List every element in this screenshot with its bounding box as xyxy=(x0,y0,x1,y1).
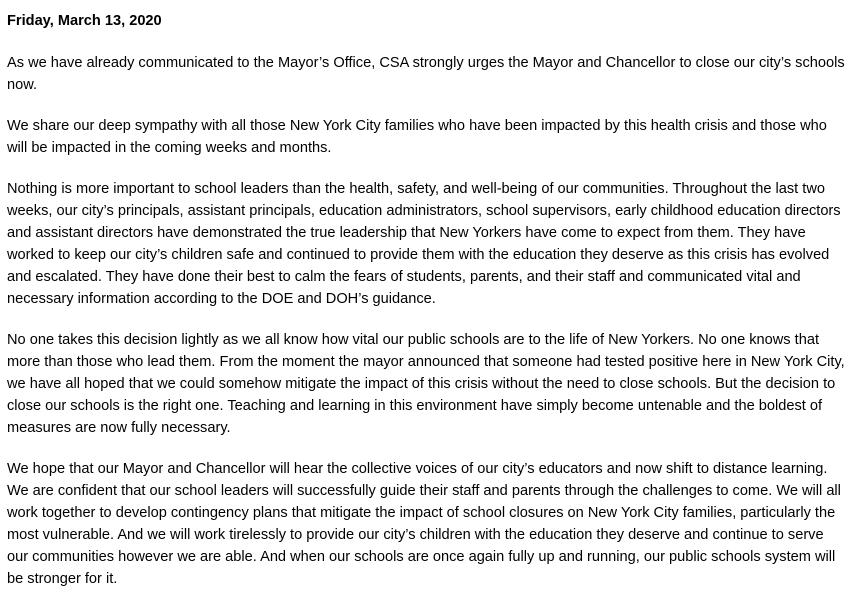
paragraph-3: Nothing is more important to school leaders than the health, safety, and well-being of our communities. Throughout the last two weeks, our city’s principals, assistant principals, education administrators, school supervisors, early childhood education directors and assistant directors have demonstrated the true leadership that New Yorkers have come to expect from them. They have worked to keep our city’s children safe and continued to provide them with the education they deserve as this crisis has evolved and escalated. They have done their best to calm the fears of students, parents, and their staff and communicated vital and necessary information according to the DOE and DOH’s guidance. xyxy=(7,181,841,307)
document-date: Friday, March 13, 2020 xyxy=(7,13,162,29)
document-body xyxy=(7,10,847,609)
paragraph-5: We hope that our Mayor and Chancellor will hear the collective voices of our city’s educators and now shift to distance learning. We are confident that our school leaders will successfully guide their staff and parents through the challenges to come. We will all work together to develop contingency plans that mitigate the impact of school closures on New York City families, particularly the most vulnerable. And we will work tirelessly to provide our city’s children with the education they deserve and continue to serve our communities however we are able. And when our schools are once again fully up and running, our public schools system will be stronger for it. xyxy=(7,461,841,587)
paragraph-1: As we have already communicated to the Mayor’s Office, CSA strongly urges the Mayor and Chancellor to close our city’s schools now. xyxy=(7,55,845,93)
paragraph-4: No one takes this decision lightly as we all know how vital our public schools are to the life of New Yorkers. No one knows that more than those who lead them. From the moment the mayor announced that someone had tested positive here in New York City, we have all hoped that we could somehow mitigate the impact of this crisis without the need to close schools. But the decision to close our schools is the right one. Teaching and learning in this environment have simply become untenable and the boldest of measures are now fully necessary. xyxy=(7,332,845,436)
paragraph-2: We share our deep sympathy with all those New York City families who have been impacted by this health crisis and those who will be impacted in the coming weeks and months. xyxy=(7,118,827,156)
